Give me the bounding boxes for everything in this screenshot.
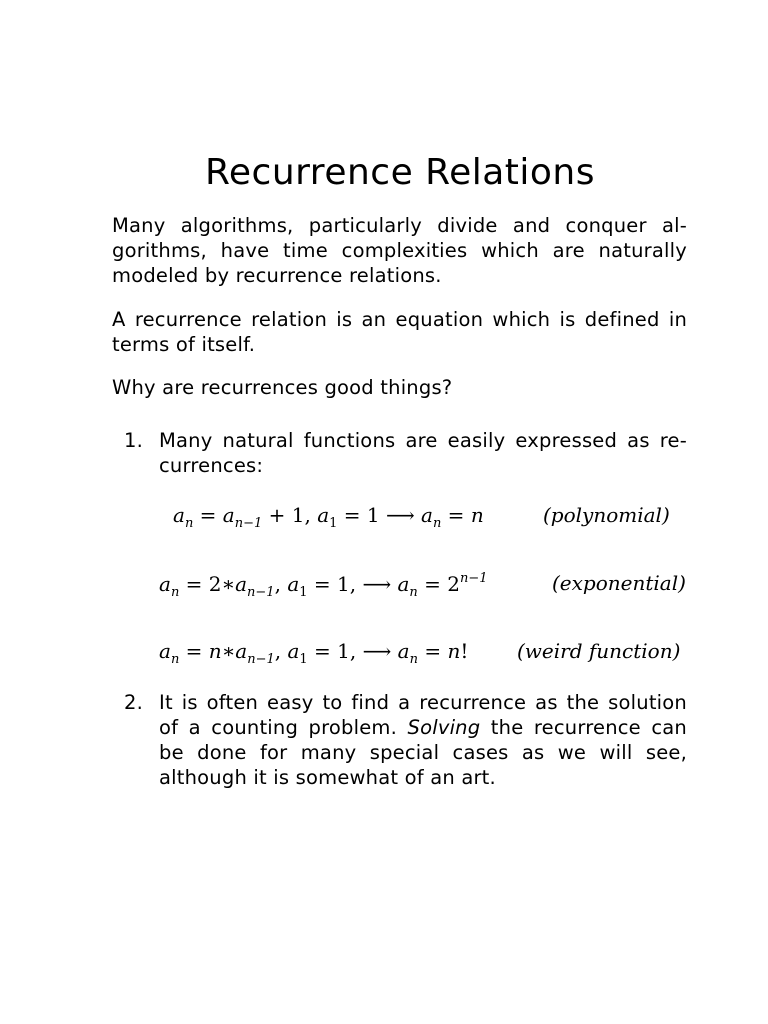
eq3-result-bang: !: [460, 639, 469, 663]
eq3-init-sub: 1: [299, 652, 308, 667]
list-item-1-body: [159, 428, 687, 478]
eq3-label: (weird function): [517, 639, 681, 663]
eq2-result-sup: n−1: [460, 571, 488, 586]
definition-line-1: A recurrence relation is an equation which is defined in: [112, 308, 687, 331]
eq1-rhs-tail: + 1,: [262, 503, 318, 527]
question-line: Why are recurrences good things?: [112, 376, 453, 399]
eq2-label: (exponential): [552, 571, 686, 595]
eq3-init: a: [287, 639, 300, 663]
eq1-init: a: [317, 503, 330, 527]
eq3-result: a: [397, 639, 410, 663]
eq2-result: a: [397, 572, 410, 596]
intro-line-2: gorithms, have time complexities which are naturally: [112, 239, 687, 262]
eq3-result-sub: n: [409, 652, 418, 667]
eq2-init-sub: 1: [299, 585, 308, 600]
eq3-rhs: a: [235, 639, 248, 663]
eq3-sep: ,: [274, 639, 288, 663]
eq1-result-sub: n: [432, 516, 442, 531]
eq3-rhs-sub: n−1: [247, 652, 275, 667]
equation-polynomial: $a_n = a_{n-1} + 1$, $a_1 = 1$ ⟶ $a_n = n$ (polynomial): [173, 503, 670, 531]
eq3-star: ∗: [221, 639, 236, 663]
question-paragraph: [112, 375, 687, 400]
equation-exponential: [159, 571, 686, 600]
eq3-result-value: n: [447, 639, 461, 663]
list-item-2-line-2: [159, 715, 687, 740]
list-item-2-line-1: It is often easy to find a recurrence as the solution: [159, 691, 687, 714]
eq2-init: a: [287, 572, 300, 596]
eq3-mid: =: [179, 639, 209, 663]
eq2-lhs-sub: n: [170, 585, 180, 600]
intro-line-3: modeled by recurrence relations.: [112, 264, 442, 287]
list-item-2-line-2-pre: of a counting problem.: [159, 716, 408, 739]
eq2-init-tail: = 1, ⟶: [307, 572, 398, 596]
eq1-lhs-sub: n: [184, 516, 194, 531]
eq1-result-tail: =: [441, 503, 471, 527]
eq1-init-tail: = 1 ⟶: [337, 503, 422, 527]
eq2-lhs: a: [159, 572, 171, 596]
eq2-sep: ,: [274, 572, 288, 596]
eq1-result: a: [421, 503, 433, 527]
page-title: Recurrence Relations: [204, 152, 595, 193]
eq3-result-tail: =: [417, 639, 448, 663]
eq1-rhs-sub: n−1: [234, 516, 263, 531]
eq2-mid: = 2∗: [179, 572, 236, 596]
eq1-rhs: a: [222, 503, 235, 527]
list-item-1-line-2: currences:: [159, 454, 264, 477]
intro-paragraph: [112, 213, 687, 288]
eq1-label: (polynomial): [543, 503, 670, 527]
eq3-lhs: a: [159, 639, 171, 663]
intro-line-1: Many algorithms, particularly divide and conquer al-: [112, 214, 687, 237]
equation-weird-function: [159, 639, 681, 667]
list-item-1-line-1: Many natural functions are easily expressed as re-: [159, 429, 687, 452]
eq3-mul: n: [208, 639, 222, 663]
eq1-lhs: a: [173, 503, 185, 527]
list-item-2-line-2-post: the recurrence can: [480, 716, 687, 739]
list-item-2-line-4: although it is somewhat of an art.: [159, 766, 496, 789]
emphasis-solving: Solving: [407, 716, 481, 739]
eq2-result-tail: = 2: [417, 572, 460, 596]
list-number-2: 2.: [124, 691, 144, 714]
definition-paragraph: [112, 307, 687, 357]
list-item-2-body: [159, 690, 687, 790]
eq1-init-sub: 1: [329, 516, 338, 531]
eq2-rhs-sub: n−1: [247, 585, 275, 600]
list-item-2-line-3: be done for many special cases as we will see,: [159, 741, 687, 764]
list-number-1: 1.: [124, 429, 144, 452]
definition-line-2: terms of itself.: [112, 333, 256, 356]
eq3-init-tail: = 1, ⟶: [307, 639, 398, 663]
eq2-result-sub: n: [409, 585, 418, 600]
eq1-result-value: n: [470, 503, 484, 527]
eq2-rhs: a: [235, 572, 248, 596]
eq3-lhs-sub: n: [170, 652, 180, 667]
